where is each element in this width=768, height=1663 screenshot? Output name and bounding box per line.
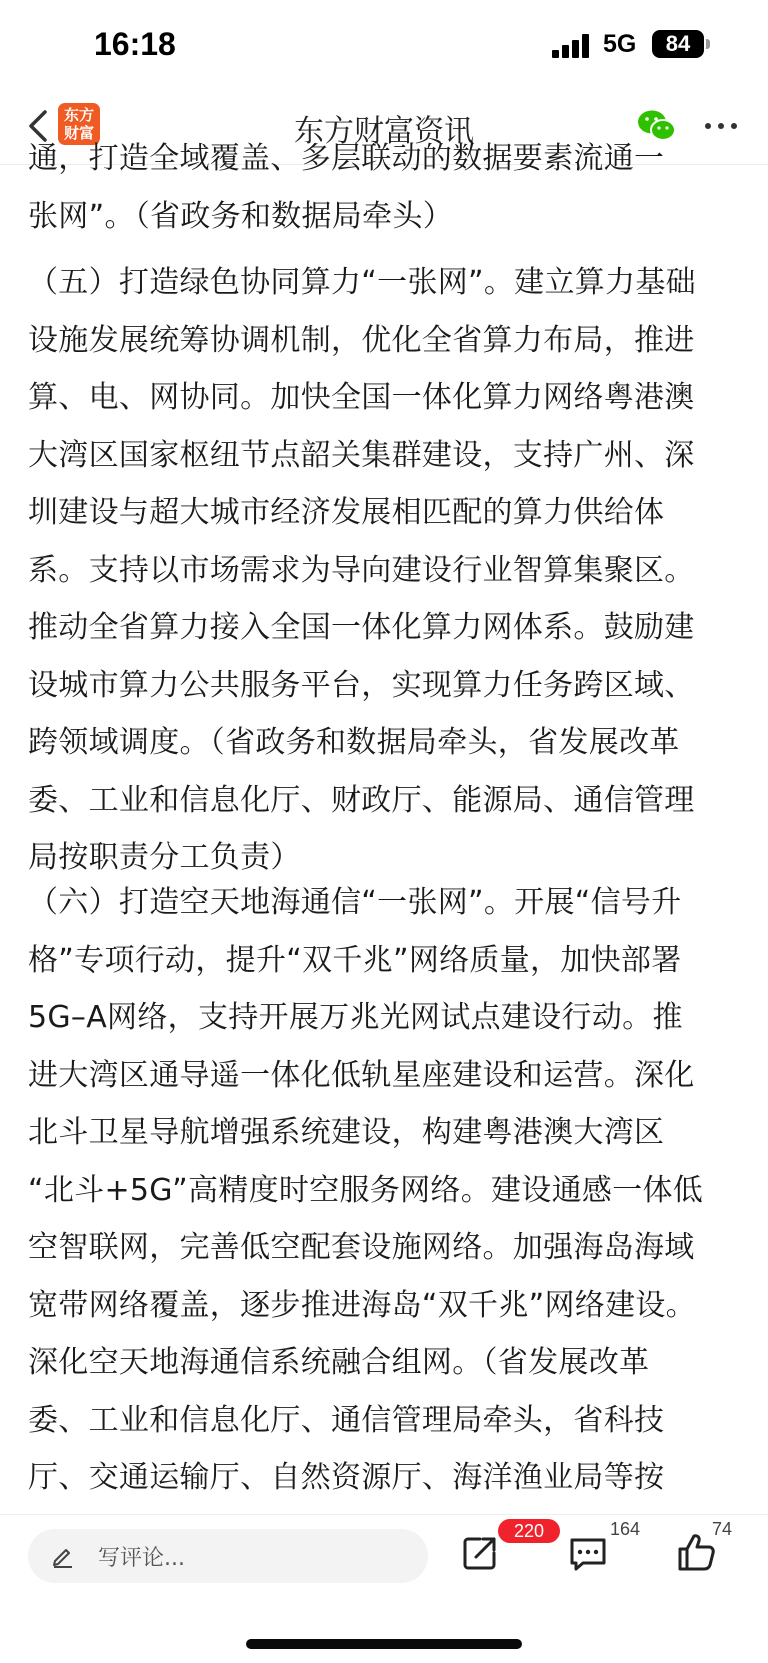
text-line: 局按职责分工负责） <box>28 840 301 875</box>
thumbs-up-icon[interactable] <box>676 1531 716 1573</box>
text-line: 算、电、网协同。加快全国一体化算力网络粤港澳 <box>28 380 695 415</box>
share-icon[interactable] <box>460 1533 500 1573</box>
text-line: 北斗卫星导航增强系统建设，构建粤港澳大湾区 <box>28 1115 665 1150</box>
text-line: （六）打造空天地海通信“一张网”。开展“信号升 <box>28 885 682 920</box>
bottom-action-bar <box>0 1514 768 1663</box>
text-line: 空智联网，完善低空配套设施网络。加强海岛海域 <box>28 1230 695 1265</box>
text-line: （五）打造绿色协同算力“一张网”。建立算力基础 <box>28 265 696 300</box>
text-line: 通，打造全域覆盖、多层联动的数据要素流通一 <box>28 141 665 176</box>
text-line: 委、工业和信息化厅、财政厅、能源局、通信管理 <box>28 782 695 818</box>
text-line: 大湾区国家枢纽节点韶关集群建设，支持广州、深 <box>28 437 695 473</box>
paragraph-5 <box>28 254 748 887</box>
paragraph-6 <box>28 874 748 1507</box>
article-body <box>0 141 768 1514</box>
home-indicator[interactable] <box>246 1639 522 1649</box>
comment-icon[interactable] <box>568 1535 608 1573</box>
status-bar <box>0 0 768 90</box>
share-count-badge: 220 <box>498 1519 560 1543</box>
text-line: 推动全省算力接入全国一体化算力网体系。鼓励建 <box>28 610 695 645</box>
text-line: 委、工业和信息化厅、通信管理局牵头，省科技 <box>28 1402 665 1438</box>
signal-icon <box>552 34 594 58</box>
page-title: 东方财富资讯 <box>294 114 474 149</box>
comment-count: 164 <box>610 1519 641 1539</box>
text-line: 厅、交通运输厅、自然资源厅、海洋渔业局等按 <box>28 1460 665 1495</box>
text-line: 宽带网络覆盖，逐步推进海岛“双千兆”网络建设。 <box>28 1287 696 1323</box>
text-line: 张网”。（省政务和数据局牵头） <box>28 198 454 234</box>
text-line: 进大湾区通导遥一体化低轨星座建设和运营。深化 <box>28 1057 695 1093</box>
text-line: 格”专项行动，提升“双千兆”网络质量，加快部署 <box>28 942 682 978</box>
text-line: “北斗+5G”高精度时空服务网络。建设通感一体低 <box>28 1172 704 1208</box>
pen-icon <box>50 1543 76 1569</box>
text-line: 5G–A网络，支持开展万兆光网试点建设行动。推 <box>28 1000 683 1035</box>
comment-input[interactable] <box>28 1529 428 1583</box>
network-type: 5G <box>603 30 637 58</box>
text-line: 设施发展统筹协调机制，优化全省算力布局，推进 <box>28 322 695 358</box>
text-line: 深化空天地海通信系统融合组网。（省发展改革 <box>28 1345 650 1380</box>
logo-line-1: 东方 <box>63 106 94 124</box>
status-time: 16:18 <box>94 26 176 62</box>
text-line: 设城市算力公共服务平台，实现算力任务跨区域、 <box>28 667 695 703</box>
text-line: 圳建设与超大城市经济发展相匹配的算力供给体 <box>28 495 665 530</box>
like-count: 74 <box>712 1519 733 1539</box>
battery-nub <box>706 39 710 49</box>
text-line: 系。支持以市场需求为导向建设行业智算集聚区。 <box>28 552 695 588</box>
battery-icon: 84 <box>652 30 704 58</box>
logo-line-2: 财富 <box>63 124 94 142</box>
comment-placeholder: 写评论... <box>98 1546 185 1571</box>
paragraph-4-tail <box>28 130 748 245</box>
text-line: 跨领域调度。（省政务和数据局牵头，省发展改革 <box>28 725 680 760</box>
